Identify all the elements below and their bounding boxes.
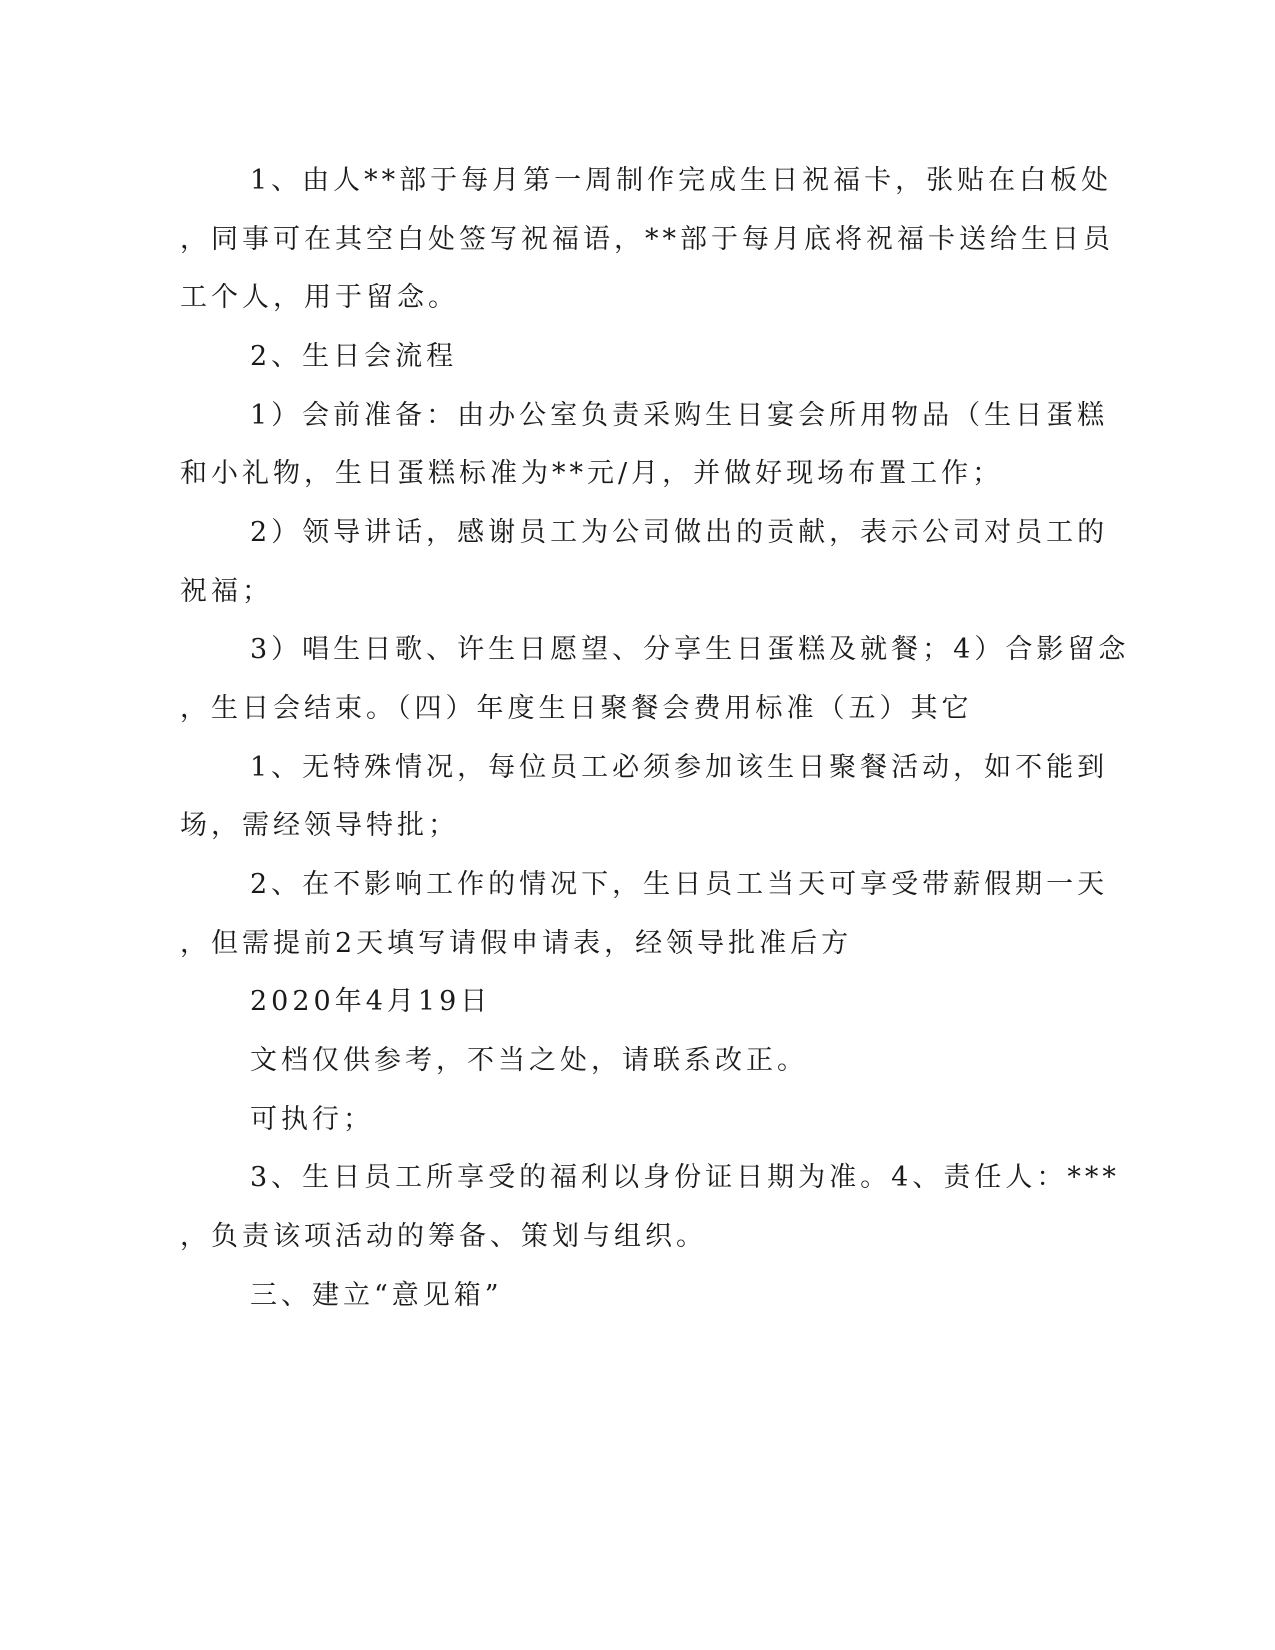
date-line: 2020年4月19日 [250,986,492,1017]
text-line-10: ，生日会结束。（四）年度生日聚餐会费用标准（五）其它 [180,693,973,724]
text-line-2: ，同事可在其空白处签写祝福语，**部于每月底将祝福卡送给生日员 [180,224,1114,255]
text-line-1: 1、由人**部于每月第一周制作完成生日祝福卡，张贴在白板处 [250,165,1113,196]
text-line-11: 1、无特殊情况，每位员工必须参加该生日聚餐活动，如不能到 [250,752,1109,783]
text-line-9: 3）唱生日歌、许生日愿望、分享生日蛋糕及就餐；4）合影留念 [250,634,1130,665]
text-line-17: 可执行； [250,1104,374,1135]
text-line-13: 2、在不影响工作的情况下，生日员工当天可享受带薪假期一天 [250,869,1109,900]
text-line-19: ，负责该项活动的筹备、策划与组织。 [180,1221,707,1252]
text-line-7: 2）领导讲话，感谢员工为公司做出的贡献，表示公司对员工的 [250,517,1109,548]
section-heading: 三、建立“意见箱” [250,1280,503,1311]
text-line-18: 3、生日员工所享受的福利以身份证日期为准。4、责任人：*** [250,1162,1120,1193]
text-line-14: ，但需提前2天填写请假申请表，经领导批准后方 [180,928,853,959]
text-line-12: 场，需经领导特批； [180,810,459,841]
text-line-6: 和小礼物，生日蛋糕标准为**元/月，并做好现场布置工作； [180,458,1004,489]
text-line-4: 2、生日会流程 [250,341,458,372]
text-line-16: 文档仅供参考，不当之处，请联系改正。 [250,1045,808,1076]
text-line-8: 祝福； [180,576,273,607]
text-line-5: 1）会前准备：由办公室负责采购生日宴会所用物品（生日蛋糕 [250,400,1109,431]
text-line-3: 工个人，用于留念。 [180,282,459,313]
